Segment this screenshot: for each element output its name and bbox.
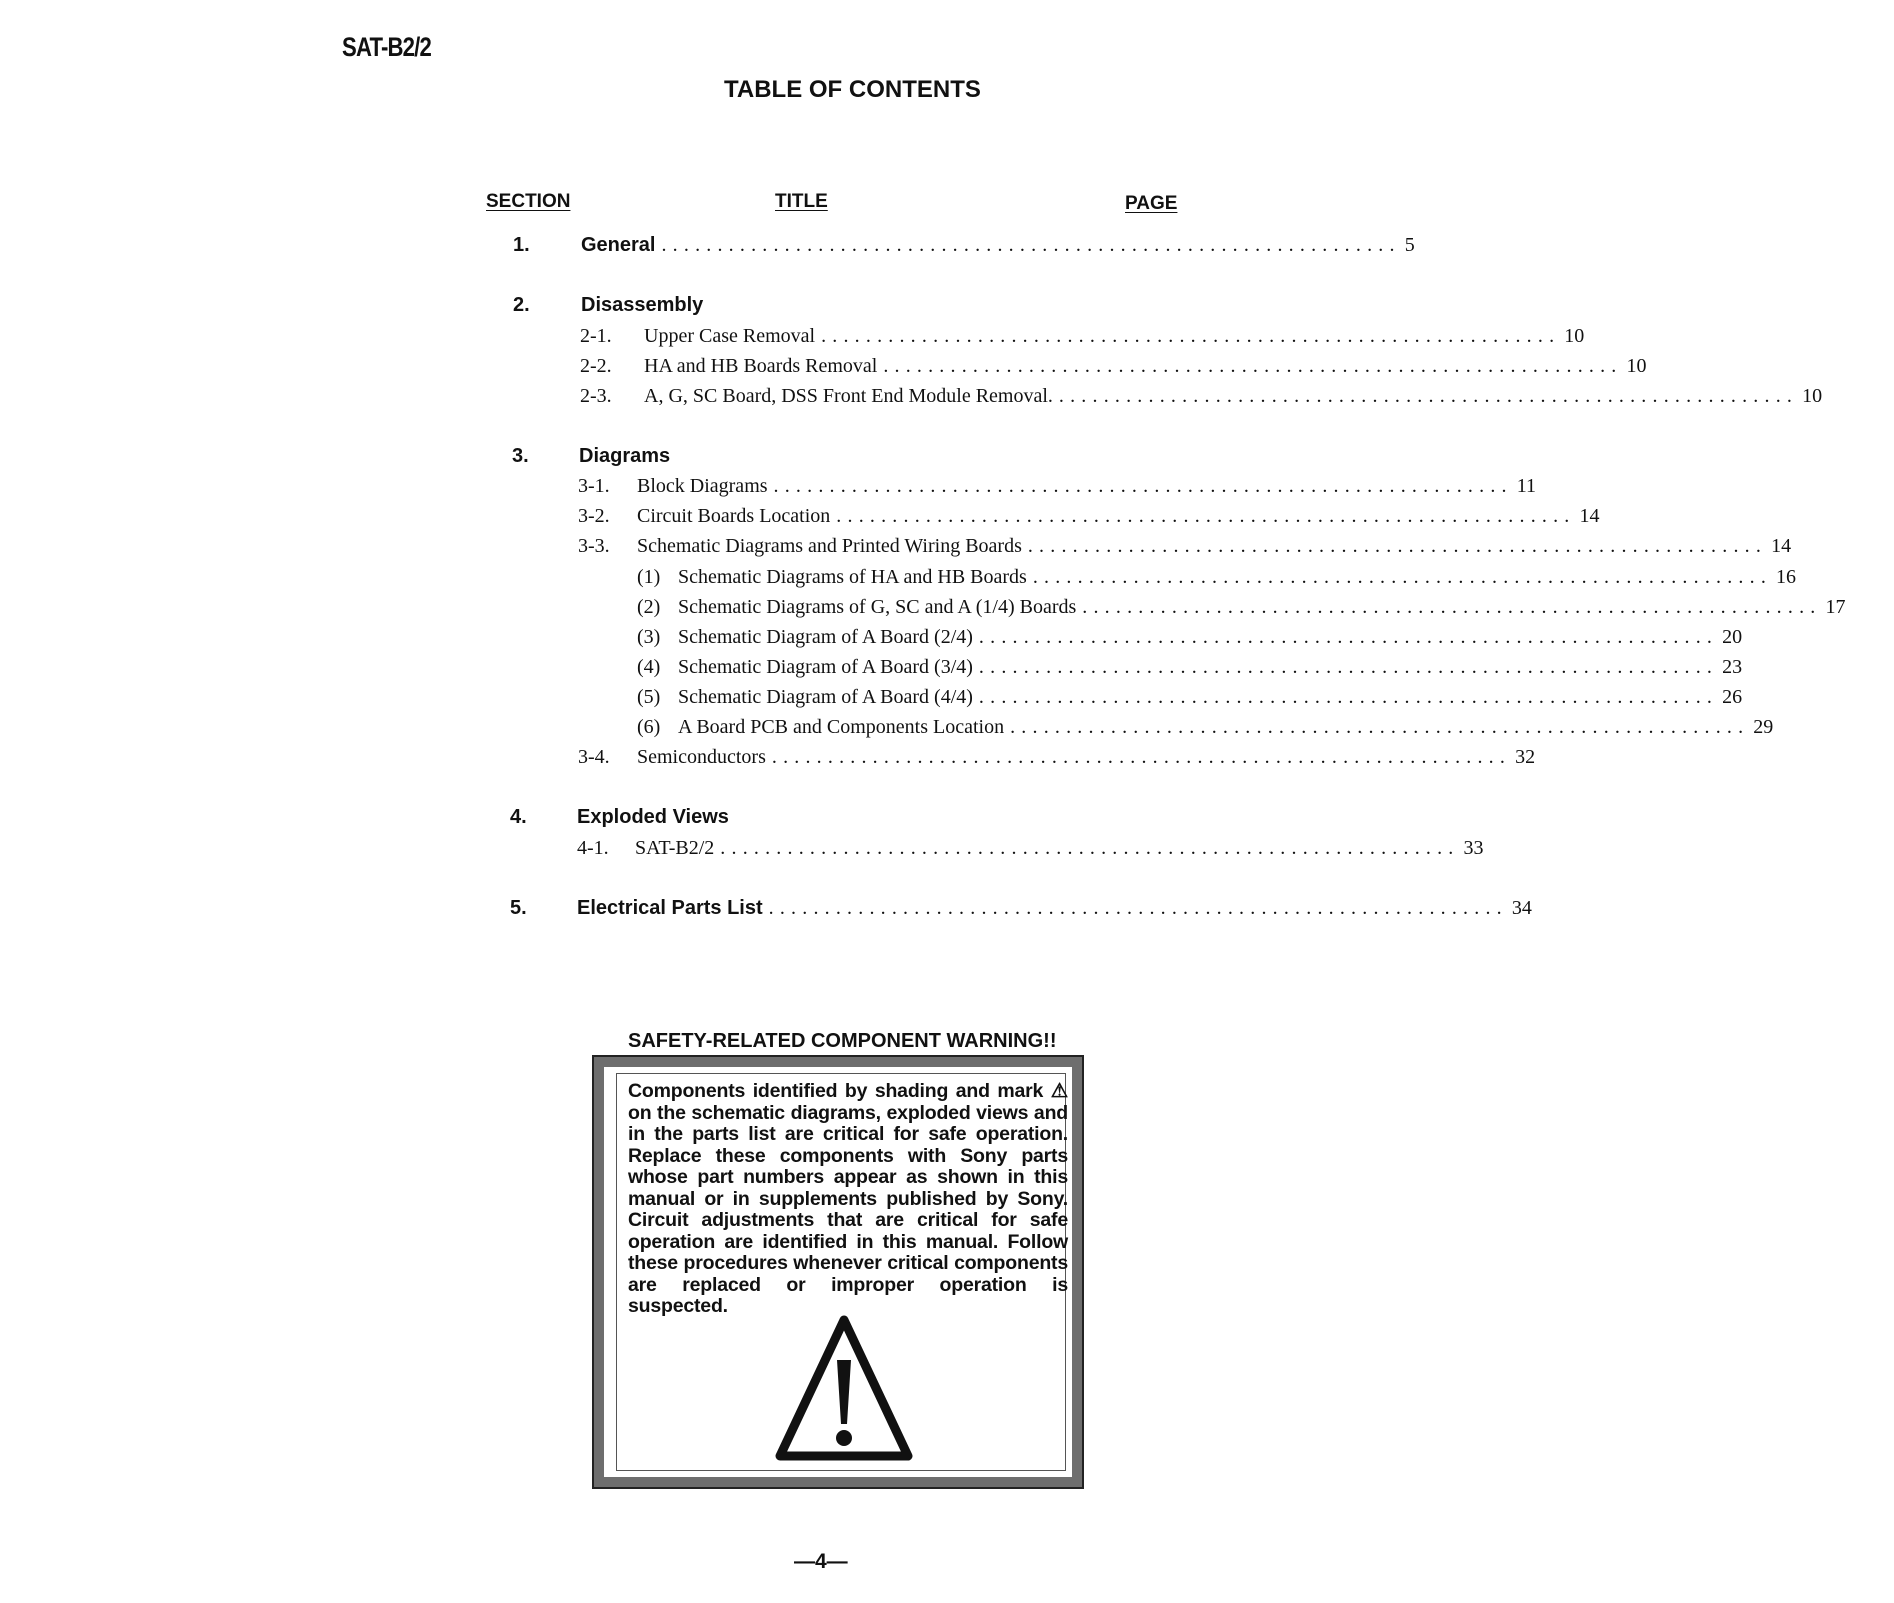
section-title[interactable]: Disassembly xyxy=(581,294,704,316)
section-title[interactable]: Diagrams xyxy=(579,445,671,467)
subsection-number: 3-4. xyxy=(578,746,610,768)
warning-triangle-icon xyxy=(774,1312,914,1469)
subsection-number: 3-2. xyxy=(578,505,610,527)
dot-leader: .................................................................. xyxy=(836,505,1576,527)
toc-entry-title: Schematic Diagrams and Printed Wiring Boards xyxy=(637,535,1022,557)
warning-heading: SAFETY-RELATED COMPONENT WARNING!! xyxy=(628,1030,1057,1052)
dot-leader: .................................................................. xyxy=(1032,566,1773,588)
page-title: TABLE OF CONTENTS xyxy=(724,76,981,103)
toc-entry-page: 32 xyxy=(1515,746,1536,768)
toc-entry-page: 16 xyxy=(1776,566,1797,588)
toc-entry-page: 10 xyxy=(1564,325,1585,347)
toc-entry-title: SAT-B2/2 xyxy=(635,837,715,859)
column-header-section: SECTION xyxy=(486,191,571,212)
section-number: 2. xyxy=(513,294,530,316)
toc-entry-page: 17 xyxy=(1825,596,1846,618)
toc-entry-page: 26 xyxy=(1722,686,1743,708)
toc-entry[interactable] xyxy=(581,234,1415,257)
section-title[interactable]: Exploded Views xyxy=(577,806,729,828)
dot-leader: .................................................................. xyxy=(821,325,1561,347)
dot-leader: .................................................................. xyxy=(978,686,1719,708)
toc-entry-title: Circuit Boards Location xyxy=(637,505,831,527)
toc-entry-title: HA and HB Boards Removal xyxy=(644,355,878,377)
toc-entry[interactable] xyxy=(577,897,1532,920)
toc-entry-page: 5 xyxy=(1404,234,1415,256)
dot-leader: .................................................................. xyxy=(768,897,1508,919)
toc-entry-title: Upper Case Removal xyxy=(644,325,816,347)
dot-leader: .................................................................. xyxy=(978,626,1719,648)
subsubsection-number: (3) xyxy=(637,626,661,648)
toc-entry-title: Schematic Diagram of A Board (2/4) xyxy=(678,626,973,648)
toc-entry-page: 11 xyxy=(1516,475,1536,497)
toc-entry-page: 14 xyxy=(1579,505,1600,527)
toc-entry-title: Schematic Diagrams of HA and HB Boards xyxy=(678,566,1027,588)
toc-entry-page: 20 xyxy=(1722,626,1743,648)
toc-entry-title: General xyxy=(581,234,656,256)
toc-entry-title: Schematic Diagram of A Board (4/4) xyxy=(678,686,973,708)
toc-entry-title: Schematic Diagram of A Board (3/4) xyxy=(678,656,973,678)
subsection-number: 2-2. xyxy=(580,355,612,377)
section-number: 5. xyxy=(510,897,527,919)
toc-entry-page: 10 xyxy=(1626,355,1647,377)
subsection-number: 3-1. xyxy=(578,475,610,497)
toc-entry-page: 33 xyxy=(1463,837,1484,859)
dot-leader: .................................................................. xyxy=(883,355,1623,377)
toc-entry-title: A Board PCB and Components Location xyxy=(678,716,1005,738)
subsection-number: 2-1. xyxy=(580,325,612,347)
subsubsection-number: (4) xyxy=(637,656,661,678)
dot-leader: .................................................................. xyxy=(720,837,1460,859)
toc-entry-page: 34 xyxy=(1511,897,1532,919)
toc-entry-page: 29 xyxy=(1753,716,1774,738)
model-code: SAT-B2/2 xyxy=(342,32,431,62)
column-header-title: TITLE xyxy=(775,191,828,212)
warning-body: Components identified by shading and mark ⚠ on the schematic diagrams, exploded views and in the parts list are critical for safe operation. Replace these components with Sony parts whose part numbers appear as shown in this manual or in supplements published by Sony. Circuit adjustments that are critical for safe operation are identified in this manual. Follow these procedures whenever critical components are replaced or improper operation is suspected. xyxy=(628,1080,1068,1317)
dot-leader: .................................................................. xyxy=(771,746,1512,768)
toc-entry-title: Semiconductors xyxy=(637,746,766,768)
subsubsection-number: (6) xyxy=(637,716,661,738)
toc-entry-page: 14 xyxy=(1771,535,1792,557)
dot-leader: .................................................................. xyxy=(978,656,1719,678)
subsubsection-number: (1) xyxy=(637,566,661,588)
dot-leader: .................................................................. xyxy=(1027,535,1768,557)
toc-entry-title: Block Diagrams xyxy=(637,475,768,497)
warning-triangle-graphic xyxy=(774,1312,914,1464)
section-number: 1. xyxy=(513,234,530,256)
column-header-page: PAGE xyxy=(1125,193,1178,214)
subsection-number: 2-3. xyxy=(580,385,612,407)
subsubsection-number: (2) xyxy=(637,596,661,618)
toc-entry-title: Electrical Parts List xyxy=(577,897,763,919)
dot-leader: .................................................................. xyxy=(1082,596,1822,618)
toc-entry-page: 10 xyxy=(1802,385,1823,407)
warning-box xyxy=(594,1057,1082,1487)
dot-leader: .................................................................. xyxy=(773,475,1513,497)
dot-leader: .................................................................. xyxy=(661,234,1401,256)
toc-entry-title: A, G, SC Board, DSS Front End Module Removal. xyxy=(644,385,1053,407)
subsection-number: 4-1. xyxy=(577,837,609,859)
subsection-number: 3-3. xyxy=(578,535,610,557)
section-number: 4. xyxy=(510,806,527,828)
section-number: 3. xyxy=(512,445,529,467)
dot-leader: .................................................................. xyxy=(1010,716,1750,738)
toc-entry-page: 23 xyxy=(1722,656,1743,678)
page-number: —4— xyxy=(794,1550,848,1573)
subsubsection-number: (5) xyxy=(637,686,661,708)
dot-leader: .................................................................. xyxy=(1058,385,1799,407)
toc-entry-title: Schematic Diagrams of G, SC and A (1/4) Boards xyxy=(678,596,1077,618)
